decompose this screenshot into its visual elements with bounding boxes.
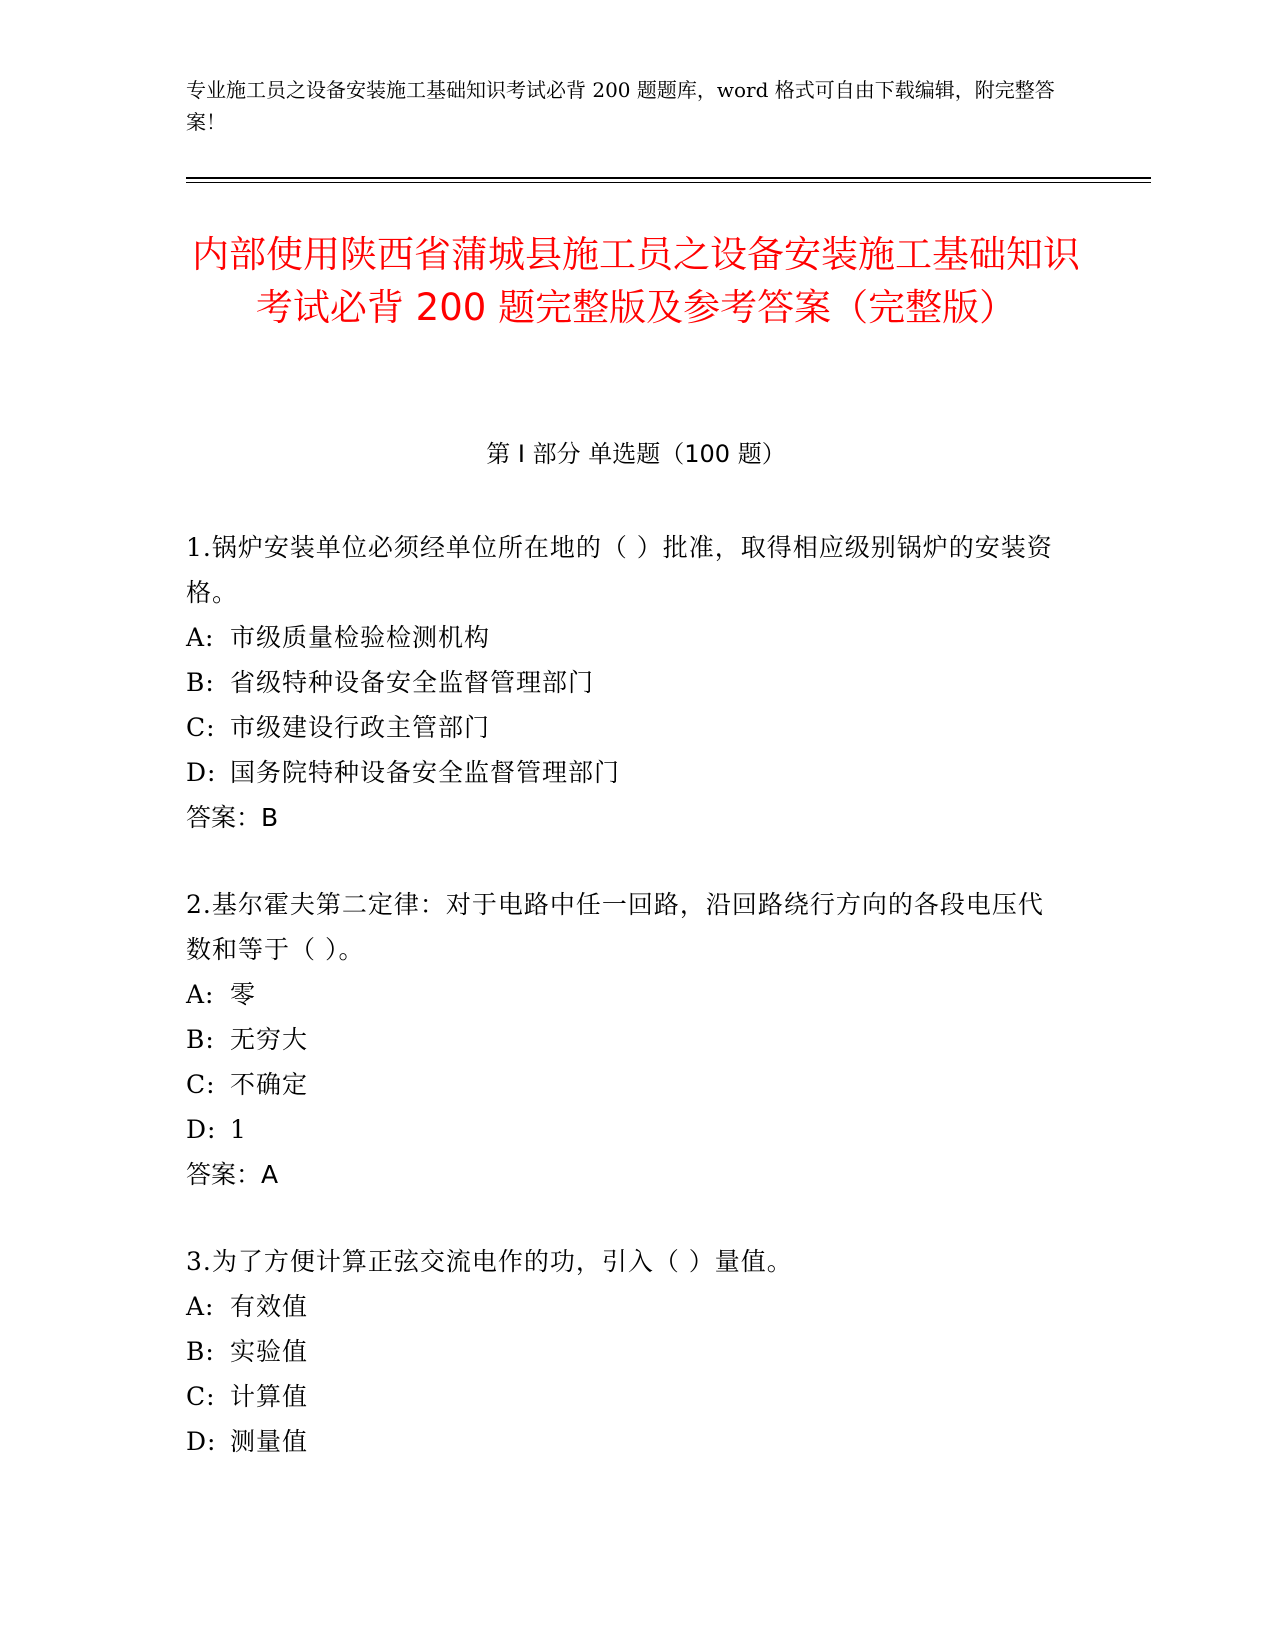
option-letter: B: [186,1337,215,1366]
question-3 [186,1239,1066,1464]
question-2 [186,882,1066,1197]
option-letter: A: [186,980,215,1009]
option-letter: C: [186,1070,216,1099]
option-d [186,750,1066,795]
option-text: 实验值 [230,1337,309,1366]
answer-line: 答案：B [186,803,279,832]
option-b [186,1329,1066,1374]
option-text: 计算值 [230,1382,309,1411]
option-a [186,972,1066,1017]
option-c [186,705,1066,750]
option-letter: D: [186,758,217,787]
option-text: 有效值 [230,1292,309,1321]
option-text: 不确定 [230,1070,309,1099]
option-letter: D: [186,1115,217,1144]
option-b [186,1017,1066,1062]
option-letter: A: [186,623,215,652]
option-letter: C: [186,1382,216,1411]
answer-line: 答案：A [186,1160,279,1189]
option-text: 零 [230,980,257,1009]
option-letter: C: [186,713,216,742]
question-text: 2.基尔霍夫第二定律：对于电路中任一回路，沿回路绕行方向的各段电压代数和等于（ ）。 [186,890,1044,964]
question-list [186,525,1066,1506]
option-c [186,1062,1066,1107]
header-divider-thick [186,177,1151,179]
option-text: 无穷大 [230,1025,309,1054]
option-text: 国务院特种设备安全监督管理部门 [230,758,621,787]
option-text: 市级建设行政主管部门 [230,713,491,742]
option-a [186,615,1066,660]
header-note: 专业施工员之设备安装施工基础知识考试必背 200 题题库，word 格式可自由下载编辑，附完整答案！ [186,78,1055,134]
section-title: 第 I 部分 单选题（100 题） [486,440,786,468]
option-letter: A: [186,1292,215,1321]
header-divider-thin [186,182,1151,183]
question-text: 1.锅炉安装单位必须经单位所在地的（ ）批准，取得相应级别锅炉的安装资格。 [186,533,1053,607]
option-d [186,1107,1066,1152]
option-a [186,1284,1066,1329]
option-text: 省级特种设备安全监督管理部门 [230,668,595,697]
option-c [186,1374,1066,1419]
option-letter: D: [186,1427,217,1456]
option-text: 市级质量检验检测机构 [230,623,491,652]
option-text: 1 [230,1115,247,1144]
option-text: 测量值 [230,1427,309,1456]
question-1 [186,525,1066,840]
document-title: 内部使用陕西省蒲城县施工员之设备安装施工基础知识考试必背 200 题完整版及参考答案（完整版） [192,233,1080,329]
option-letter: B: [186,1025,215,1054]
question-text: 3.为了方便计算正弦交流电作的功，引入（ ）量值。 [186,1247,793,1276]
option-d [186,1419,1066,1464]
option-letter: B: [186,668,215,697]
option-b [186,660,1066,705]
